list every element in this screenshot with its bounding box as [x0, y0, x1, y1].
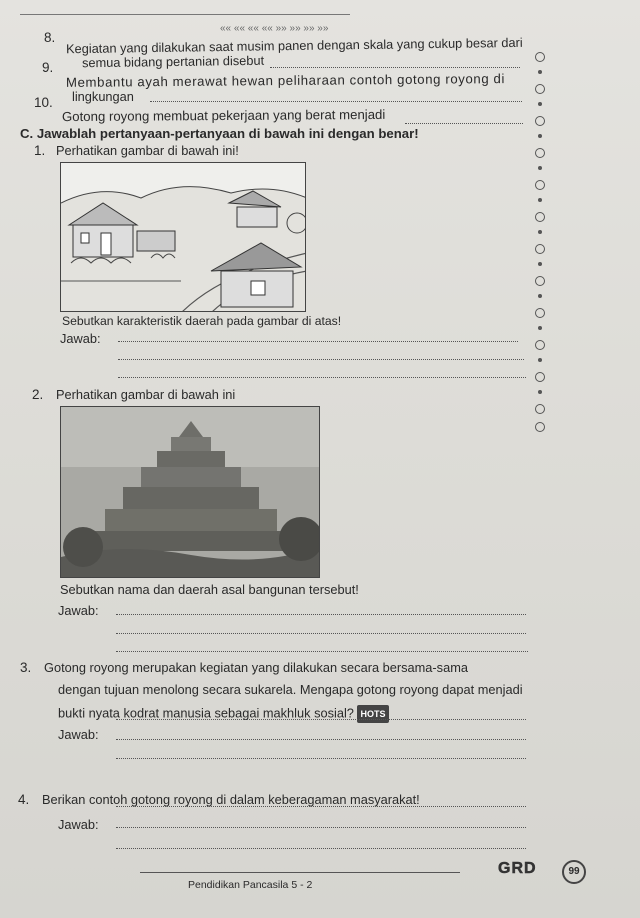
- item4-answer-line-3: [116, 848, 526, 849]
- item4-question: Berikan contoh gotong royong di dalam keberagaman masyarakat!: [42, 792, 420, 807]
- margin-ornament: [533, 50, 547, 430]
- item2-prompt: Perhatikan gambar di bawah ini: [56, 387, 236, 402]
- item4-answer-line-1: [116, 806, 526, 807]
- item4-answer-label: Jawab:: [58, 817, 99, 832]
- item4-number: 4.: [18, 792, 30, 807]
- q8-answer-line: [270, 67, 520, 68]
- temple-drawing: [61, 407, 320, 578]
- item1-number: 1.: [34, 143, 46, 158]
- temple-photo: [60, 406, 320, 578]
- footer-rule: [140, 872, 460, 873]
- village-drawing: [61, 163, 306, 312]
- item3-line3: [58, 705, 389, 723]
- item2-number: 2.: [32, 387, 44, 402]
- header-swirl: «« «« «« «« »» »» »» »»: [220, 23, 329, 34]
- item3-line3-text: bukti nyata kodrat manusia sebagai makhluk sosial?: [58, 705, 354, 721]
- item2-answer-line-3: [116, 651, 528, 652]
- item1-answer-label: Jawab:: [60, 331, 101, 346]
- q9-answer-line: [150, 101, 522, 102]
- item1-answer-line-1: [118, 341, 518, 342]
- q8-line1: Kegiatan yang dilakukan saat musim panen dengan skala yang cukup besar dari: [65, 34, 523, 57]
- footer-brand-logo: GRD: [498, 860, 537, 877]
- item2-answer-line-1: [116, 614, 526, 615]
- section-c-heading: C. Jawablah pertanyaan-pertanyaan di bawah ini dengan benar!: [20, 126, 419, 141]
- header-decoration: [20, 14, 350, 15]
- item4-answer-line-2: [116, 827, 526, 828]
- page-number: 99: [562, 860, 586, 884]
- footer-book-title: Pendidikan Pancasila 5 - 2: [188, 879, 313, 891]
- item3-answer-label: Jawab:: [58, 727, 99, 742]
- item3-number: 3.: [20, 660, 32, 675]
- item3-answer-line-2: [116, 739, 526, 740]
- hots-badge: HOTS: [357, 705, 388, 723]
- q8-number: 8.: [44, 30, 56, 45]
- item1-prompt: Perhatikan gambar di bawah ini!: [56, 143, 239, 158]
- q10-text: Gotong royong membuat pekerjaan yang berat menjadi: [61, 106, 386, 125]
- q9-number: 9.: [42, 60, 54, 75]
- item1-answer-line-3: [118, 377, 526, 378]
- item3-line1: Gotong royong merupakan kegiatan yang dilakukan secara bersama-sama: [44, 660, 468, 675]
- item3-line2: dengan tujuan menolong secara sukarela. Mengapa gotong royong dapat menjadi: [58, 682, 523, 697]
- q9-line2: lingkungan: [72, 89, 134, 104]
- item3-answer-line-1: [116, 719, 526, 720]
- item2-answer-line-2: [116, 633, 526, 634]
- q9-line1: Membantu ayah merawat hewan peliharaan contoh gotong royong di: [65, 71, 506, 90]
- q10-number: 10.: [34, 95, 53, 110]
- village-illustration: [60, 162, 306, 312]
- item1-answer-line-2: [118, 359, 524, 360]
- item2-question: Sebutkan nama dan daerah asal bangunan tersebut!: [60, 582, 359, 597]
- q8-line2: semua bidang pertanian disebut: [81, 52, 265, 71]
- item2-answer-label: Jawab:: [58, 603, 99, 618]
- item1-question: Sebutkan karakteristik daerah pada gambar di atas!: [62, 314, 342, 328]
- q10-answer-line: [405, 123, 523, 124]
- item3-answer-line-3: [116, 758, 526, 759]
